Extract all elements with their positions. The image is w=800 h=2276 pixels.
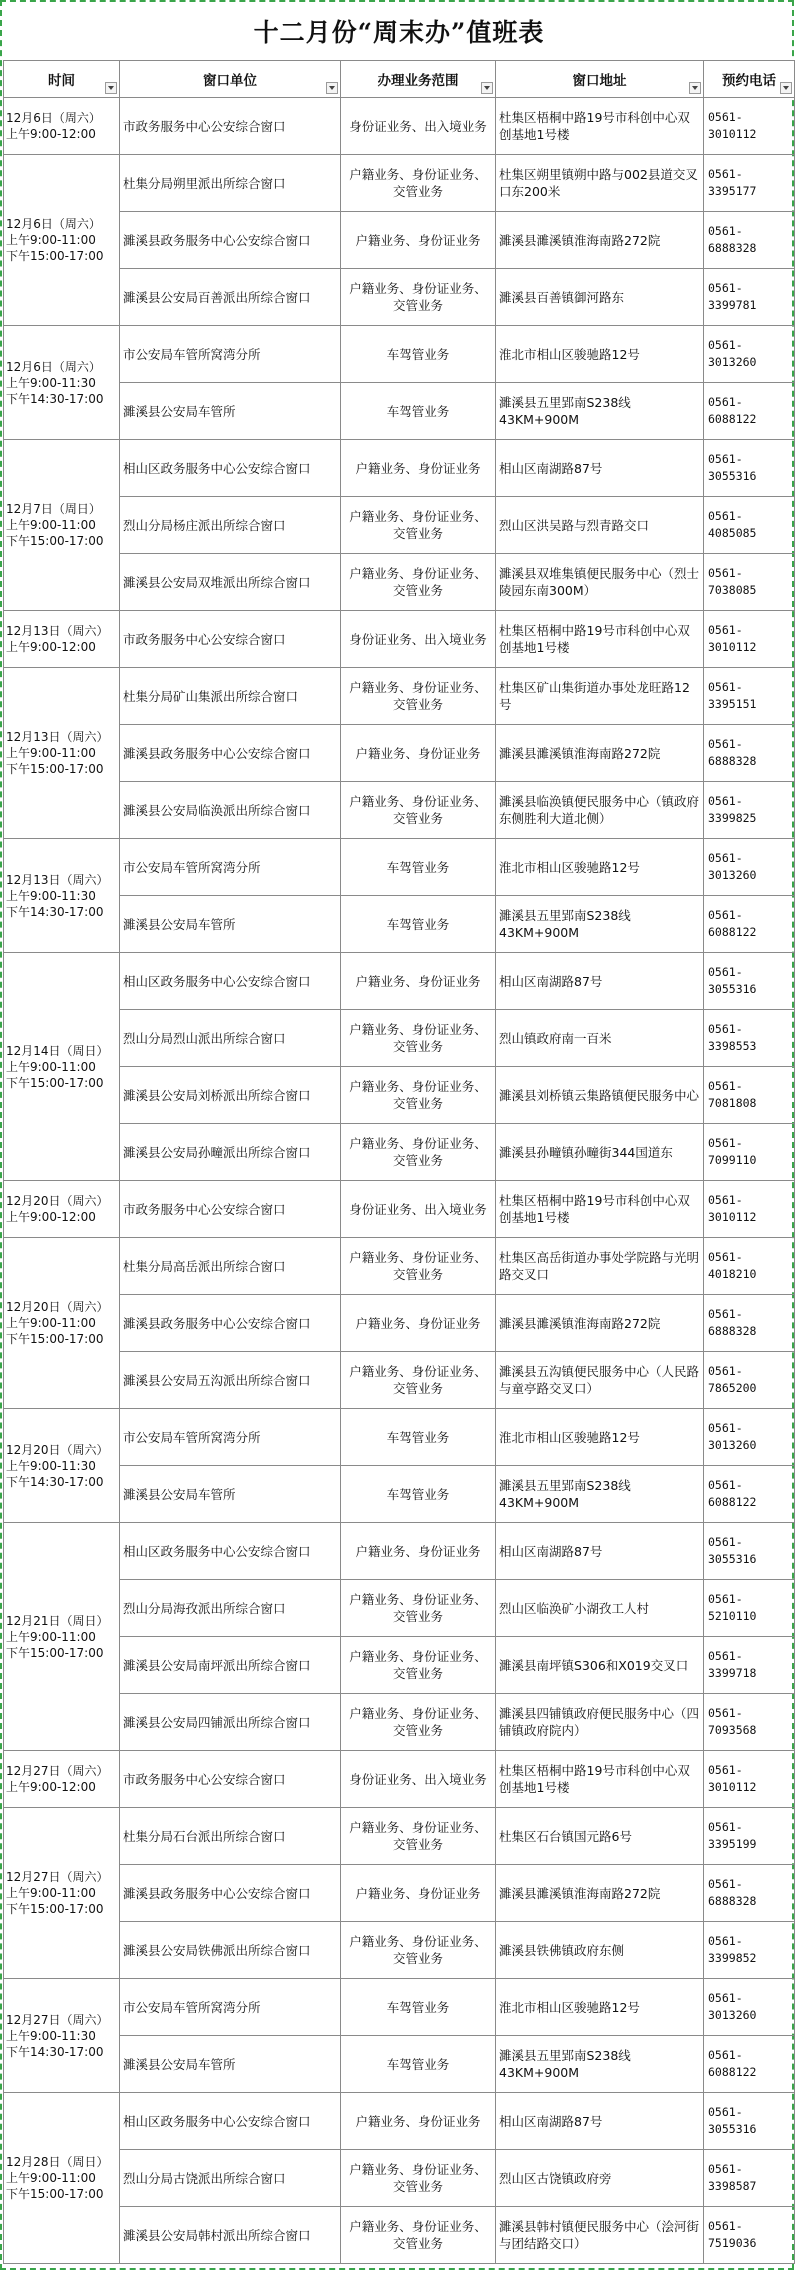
address-cell: 濉溪县五里郢南S238线43KM+900M bbox=[496, 383, 704, 440]
window-cell: 市政务服务中心公安综合窗口 bbox=[120, 1751, 341, 1808]
window-cell: 市政务服务中心公安综合窗口 bbox=[120, 1181, 341, 1238]
window-cell: 市公安局车管所窝湾分所 bbox=[120, 326, 341, 383]
table-row bbox=[4, 1580, 795, 1637]
window-cell: 市政务服务中心公安综合窗口 bbox=[120, 98, 341, 155]
table-row bbox=[4, 1295, 795, 1352]
phone-cell: 0561-3398587 bbox=[704, 2150, 795, 2207]
scope-cell: 户籍业务、身份证业务、交管业务 bbox=[341, 1922, 496, 1979]
window-cell: 相山区政务服务中心公安综合窗口 bbox=[120, 2093, 341, 2150]
window-cell: 市政务服务中心公安综合窗口 bbox=[120, 611, 341, 668]
address-cell: 杜集区梧桐中路19号市科创中心双创基地1号楼 bbox=[496, 611, 704, 668]
address-cell: 杜集区梧桐中路19号市科创中心双创基地1号楼 bbox=[496, 1751, 704, 1808]
address-cell: 濉溪县韩村镇便民服务中心（浍河街与团结路交口） bbox=[496, 2207, 704, 2264]
phone-cell: 0561-3395151 bbox=[704, 668, 795, 725]
scope-cell: 户籍业务、身份证业务 bbox=[341, 953, 496, 1010]
time-cell: 12月21日（周日） 上午9:00-11:00 下午15:00-17:00 bbox=[4, 1523, 120, 1751]
phone-cell: 0561-6088122 bbox=[704, 2036, 795, 2093]
address-cell: 濉溪县五沟镇便民服务中心（人民路与童亭路交叉口） bbox=[496, 1352, 704, 1409]
schedule-body bbox=[4, 98, 795, 2264]
table-row bbox=[4, 1409, 795, 1466]
scope-cell: 身份证业务、出入境业务 bbox=[341, 611, 496, 668]
table-row bbox=[4, 2150, 795, 2207]
window-cell: 濉溪县公安局临涣派出所综合窗口 bbox=[120, 782, 341, 839]
address-cell: 濉溪县五里郢南S238线43KM+900M bbox=[496, 896, 704, 953]
scope-cell: 户籍业务、身份证业务、交管业务 bbox=[341, 155, 496, 212]
table-row bbox=[4, 1238, 795, 1295]
time-cell: 12月28日（周日） 上午9:00-11:00 下午15:00-17:00 bbox=[4, 2093, 120, 2264]
phone-cell: 0561-7865200 bbox=[704, 1352, 795, 1409]
phone-cell: 0561-3399781 bbox=[704, 269, 795, 326]
table-row bbox=[4, 1466, 795, 1523]
window-cell: 濉溪县公安局双堆派出所综合窗口 bbox=[120, 554, 341, 611]
header-window-label: 窗口单位 bbox=[203, 73, 257, 89]
window-cell: 濉溪县公安局孙疃派出所综合窗口 bbox=[120, 1124, 341, 1181]
phone-cell: 0561-7099110 bbox=[704, 1124, 795, 1181]
header-address bbox=[496, 61, 704, 98]
scope-cell: 户籍业务、身份证业务 bbox=[341, 440, 496, 497]
window-cell: 市公安局车管所窝湾分所 bbox=[120, 839, 341, 896]
window-cell: 濉溪县政务服务中心公安综合窗口 bbox=[120, 725, 341, 782]
table-row bbox=[4, 383, 795, 440]
phone-cell: 0561-3013260 bbox=[704, 1979, 795, 2036]
header-window bbox=[120, 61, 341, 98]
phone-cell: 0561-3399718 bbox=[704, 1637, 795, 1694]
address-cell: 杜集区梧桐中路19号市科创中心双创基地1号楼 bbox=[496, 1181, 704, 1238]
window-cell: 市公安局车管所窝湾分所 bbox=[120, 1409, 341, 1466]
window-cell: 濉溪县公安局刘桥派出所综合窗口 bbox=[120, 1067, 341, 1124]
scope-cell: 户籍业务、身份证业务、交管业务 bbox=[341, 1067, 496, 1124]
header-phone-label: 预约电话 bbox=[722, 73, 776, 89]
scope-cell: 车驾管业务 bbox=[341, 326, 496, 383]
window-cell: 烈山分局海孜派出所综合窗口 bbox=[120, 1580, 341, 1637]
time-cell: 12月14日（周日） 上午9:00-11:00 下午15:00-17:00 bbox=[4, 953, 120, 1181]
scope-cell: 车驾管业务 bbox=[341, 2036, 496, 2093]
address-cell: 相山区南湖路87号 bbox=[496, 440, 704, 497]
scope-cell: 户籍业务、身份证业务、交管业务 bbox=[341, 1637, 496, 1694]
table-row bbox=[4, 269, 795, 326]
header-scope-label: 办理业务范围 bbox=[377, 73, 459, 89]
table-row bbox=[4, 1922, 795, 1979]
address-cell: 烈山区洪吴路与烈青路交口 bbox=[496, 497, 704, 554]
scope-cell: 户籍业务、身份证业务、交管业务 bbox=[341, 1808, 496, 1865]
address-cell: 濉溪县百善镇御河路东 bbox=[496, 269, 704, 326]
table-row bbox=[4, 554, 795, 611]
phone-cell: 0561-3399852 bbox=[704, 1922, 795, 1979]
scope-cell: 车驾管业务 bbox=[341, 839, 496, 896]
scope-cell: 户籍业务、身份证业务、交管业务 bbox=[341, 1124, 496, 1181]
phone-cell: 0561-3055316 bbox=[704, 2093, 795, 2150]
scope-cell: 户籍业务、身份证业务、交管业务 bbox=[341, 1238, 496, 1295]
table-row bbox=[4, 1637, 795, 1694]
schedule-table bbox=[3, 60, 795, 2264]
window-cell: 濉溪县政务服务中心公安综合窗口 bbox=[120, 1295, 341, 1352]
window-cell: 濉溪县公安局车管所 bbox=[120, 2036, 341, 2093]
address-cell: 濉溪县五里郢南S238线43KM+900M bbox=[496, 2036, 704, 2093]
phone-cell: 0561-6888328 bbox=[704, 1295, 795, 1352]
scope-cell: 户籍业务、身份证业务、交管业务 bbox=[341, 269, 496, 326]
window-cell: 濉溪县公安局铁佛派出所综合窗口 bbox=[120, 1922, 341, 1979]
phone-cell: 0561-3013260 bbox=[704, 1409, 795, 1466]
scope-cell: 户籍业务、身份证业务 bbox=[341, 1295, 496, 1352]
table-row bbox=[4, 668, 795, 725]
window-cell: 杜集分局朔里派出所综合窗口 bbox=[120, 155, 341, 212]
address-cell: 濉溪县临涣镇便民服务中心（镇政府东侧胜利大道北侧） bbox=[496, 782, 704, 839]
window-cell: 杜集分局高岳派出所综合窗口 bbox=[120, 1238, 341, 1295]
phone-cell: 0561-3055316 bbox=[704, 440, 795, 497]
table-row bbox=[4, 497, 795, 554]
window-cell: 烈山分局烈山派出所综合窗口 bbox=[120, 1010, 341, 1067]
address-cell: 烈山区古饶镇政府旁 bbox=[496, 2150, 704, 2207]
window-cell: 相山区政务服务中心公安综合窗口 bbox=[120, 953, 341, 1010]
address-cell: 濉溪县南坪镇S306和X019交叉口 bbox=[496, 1637, 704, 1694]
time-cell: 12月27日（周六） 上午9:00-12:00 bbox=[4, 1751, 120, 1808]
scope-cell: 身份证业务、出入境业务 bbox=[341, 98, 496, 155]
scope-cell: 身份证业务、出入境业务 bbox=[341, 1181, 496, 1238]
table-row bbox=[4, 440, 795, 497]
window-cell: 濉溪县公安局车管所 bbox=[120, 896, 341, 953]
scope-cell: 户籍业务、身份证业务、交管业务 bbox=[341, 1010, 496, 1067]
scope-cell: 户籍业务、身份证业务、交管业务 bbox=[341, 497, 496, 554]
scope-cell: 身份证业务、出入境业务 bbox=[341, 1751, 496, 1808]
address-cell: 淮北市相山区骏驰路12号 bbox=[496, 1979, 704, 2036]
phone-cell: 0561-3395199 bbox=[704, 1808, 795, 1865]
address-cell: 杜集区朔里镇朔中路与002县道交叉口东200米 bbox=[496, 155, 704, 212]
phone-cell: 0561-7038085 bbox=[704, 554, 795, 611]
scope-cell: 户籍业务、身份证业务、交管业务 bbox=[341, 1352, 496, 1409]
header-row bbox=[4, 61, 795, 98]
time-cell: 12月20日（周六） 上午9:00-11:00 下午15:00-17:00 bbox=[4, 1238, 120, 1409]
phone-cell: 0561-6888328 bbox=[704, 212, 795, 269]
scope-cell: 户籍业务、身份证业务 bbox=[341, 1523, 496, 1580]
phone-cell: 0561-3395177 bbox=[704, 155, 795, 212]
phone-cell: 0561-3010112 bbox=[704, 1181, 795, 1238]
filter-dropdown-icon[interactable] bbox=[689, 82, 701, 94]
table-row bbox=[4, 2036, 795, 2093]
address-cell: 杜集区石台镇国元路6号 bbox=[496, 1808, 704, 1865]
window-cell: 濉溪县公安局百善派出所综合窗口 bbox=[120, 269, 341, 326]
time-cell: 12月7日（周日） 上午9:00-11:00 下午15:00-17:00 bbox=[4, 440, 120, 611]
phone-cell: 0561-6088122 bbox=[704, 383, 795, 440]
window-cell: 濉溪县公安局车管所 bbox=[120, 1466, 341, 1523]
address-cell: 濉溪县濉溪镇淮海南路272院 bbox=[496, 212, 704, 269]
address-cell: 淮北市相山区骏驰路12号 bbox=[496, 326, 704, 383]
header-time-label: 时间 bbox=[48, 73, 75, 89]
phone-cell: 0561-3010112 bbox=[704, 611, 795, 668]
table-row bbox=[4, 1010, 795, 1067]
table-row bbox=[4, 839, 795, 896]
table-row bbox=[4, 1694, 795, 1751]
window-cell: 濉溪县公安局南坪派出所综合窗口 bbox=[120, 1637, 341, 1694]
scope-cell: 户籍业务、身份证业务、交管业务 bbox=[341, 554, 496, 611]
table-row bbox=[4, 725, 795, 782]
window-cell: 濉溪县政务服务中心公安综合窗口 bbox=[120, 1865, 341, 1922]
time-cell: 12月20日（周六） 上午9:00-12:00 bbox=[4, 1181, 120, 1238]
address-cell: 濉溪县濉溪镇淮海南路272院 bbox=[496, 1865, 704, 1922]
address-cell: 濉溪县濉溪镇淮海南路272院 bbox=[496, 725, 704, 782]
phone-cell: 0561-3055316 bbox=[704, 1523, 795, 1580]
time-cell: 12月13日（周六） 上午9:00-11:00 下午15:00-17:00 bbox=[4, 668, 120, 839]
address-cell: 相山区南湖路87号 bbox=[496, 1523, 704, 1580]
phone-cell: 0561-7519036 bbox=[704, 2207, 795, 2264]
phone-cell: 0561-6888328 bbox=[704, 725, 795, 782]
address-cell: 烈山镇政府南一百米 bbox=[496, 1010, 704, 1067]
window-cell: 烈山分局古饶派出所综合窗口 bbox=[120, 2150, 341, 2207]
table-row bbox=[4, 212, 795, 269]
phone-cell: 0561-6088122 bbox=[704, 896, 795, 953]
scope-cell: 户籍业务、身份证业务、交管业务 bbox=[341, 2150, 496, 2207]
phone-cell: 0561-5210110 bbox=[704, 1580, 795, 1637]
phone-cell: 0561-7081808 bbox=[704, 1067, 795, 1124]
address-cell: 濉溪县孙疃镇孙疃街344国道东 bbox=[496, 1124, 704, 1181]
header-time bbox=[4, 61, 120, 98]
address-cell: 相山区南湖路87号 bbox=[496, 953, 704, 1010]
table-row bbox=[4, 2207, 795, 2264]
time-cell: 12月6日（周六） 上午9:00-11:00 下午15:00-17:00 bbox=[4, 155, 120, 326]
table-row bbox=[4, 611, 795, 668]
phone-cell: 0561-6088122 bbox=[704, 1466, 795, 1523]
address-cell: 淮北市相山区骏驰路12号 bbox=[496, 839, 704, 896]
filter-dropdown-icon[interactable] bbox=[105, 82, 117, 94]
phone-cell: 0561-3399825 bbox=[704, 782, 795, 839]
scope-cell: 户籍业务、身份证业务、交管业务 bbox=[341, 1694, 496, 1751]
phone-cell: 0561-3013260 bbox=[704, 326, 795, 383]
scope-cell: 户籍业务、身份证业务 bbox=[341, 725, 496, 782]
filter-dropdown-icon[interactable] bbox=[481, 82, 493, 94]
phone-cell: 0561-3055316 bbox=[704, 953, 795, 1010]
address-cell: 杜集区梧桐中路19号市科创中心双创基地1号楼 bbox=[496, 98, 704, 155]
phone-cell: 0561-3398553 bbox=[704, 1010, 795, 1067]
table-row bbox=[4, 1124, 795, 1181]
window-cell: 杜集分局矿山集派出所综合窗口 bbox=[120, 668, 341, 725]
scope-cell: 车驾管业务 bbox=[341, 383, 496, 440]
scope-cell: 车驾管业务 bbox=[341, 1466, 496, 1523]
header-address-label: 窗口地址 bbox=[572, 73, 627, 89]
scope-cell: 户籍业务、身份证业务 bbox=[341, 1865, 496, 1922]
scope-cell: 车驾管业务 bbox=[341, 1409, 496, 1466]
phone-cell: 0561-3013260 bbox=[704, 839, 795, 896]
address-cell: 烈山区临涣矿小湖孜工人村 bbox=[496, 1580, 704, 1637]
scope-cell: 车驾管业务 bbox=[341, 896, 496, 953]
time-cell: 12月6日（周六） 上午9:00-11:30 下午14:30-17:00 bbox=[4, 326, 120, 440]
time-cell: 12月13日（周六） 上午9:00-11:30 下午14:30-17:00 bbox=[4, 839, 120, 953]
table-row bbox=[4, 1979, 795, 2036]
window-cell: 濉溪县公安局车管所 bbox=[120, 383, 341, 440]
table-row bbox=[4, 1352, 795, 1409]
table-row bbox=[4, 326, 795, 383]
table-row bbox=[4, 1751, 795, 1808]
window-cell: 杜集分局石台派出所综合窗口 bbox=[120, 1808, 341, 1865]
address-cell: 濉溪县濉溪镇淮海南路272院 bbox=[496, 1295, 704, 1352]
table-row bbox=[4, 2093, 795, 2150]
address-cell: 濉溪县双堆集镇便民服务中心（烈士陵园东南300M） bbox=[496, 554, 704, 611]
table-row bbox=[4, 782, 795, 839]
page-title: 十二月份“周末办”值班表 bbox=[253, 18, 545, 47]
address-cell: 濉溪县四铺镇政府便民服务中心（四铺镇政府院内） bbox=[496, 1694, 704, 1751]
table-row bbox=[4, 1067, 795, 1124]
scope-cell: 户籍业务、身份证业务、交管业务 bbox=[341, 782, 496, 839]
window-cell: 濉溪县公安局五沟派出所综合窗口 bbox=[120, 1352, 341, 1409]
table-row bbox=[4, 1808, 795, 1865]
scope-cell: 车驾管业务 bbox=[341, 1979, 496, 2036]
table-row bbox=[4, 98, 795, 155]
scope-cell: 户籍业务、身份证业务 bbox=[341, 212, 496, 269]
address-cell: 杜集区高岳街道办事处学院路与光明路交叉口 bbox=[496, 1238, 704, 1295]
phone-cell: 0561-3010112 bbox=[704, 98, 795, 155]
table-row bbox=[4, 896, 795, 953]
window-cell: 市公安局车管所窝湾分所 bbox=[120, 1979, 341, 2036]
address-cell: 杜集区矿山集街道办事处龙旺路12号 bbox=[496, 668, 704, 725]
phone-cell: 0561-4085085 bbox=[704, 497, 795, 554]
time-cell: 12月6日（周六） 上午9:00-12:00 bbox=[4, 98, 120, 155]
table-row bbox=[4, 155, 795, 212]
header-scope bbox=[341, 61, 496, 98]
scope-cell: 户籍业务、身份证业务 bbox=[341, 2093, 496, 2150]
address-cell: 淮北市相山区骏驰路12号 bbox=[496, 1409, 704, 1466]
table-row bbox=[4, 953, 795, 1010]
scope-cell: 户籍业务、身份证业务、交管业务 bbox=[341, 1580, 496, 1637]
address-cell: 濉溪县刘桥镇云集路镇便民服务中心 bbox=[496, 1067, 704, 1124]
table-row bbox=[4, 1523, 795, 1580]
phone-cell: 0561-7093568 bbox=[704, 1694, 795, 1751]
scope-cell: 户籍业务、身份证业务、交管业务 bbox=[341, 2207, 496, 2264]
time-cell: 12月20日（周六） 上午9:00-11:30 下午14:30-17:00 bbox=[4, 1409, 120, 1523]
time-cell: 12月13日（周六） 上午9:00-12:00 bbox=[4, 611, 120, 668]
address-cell: 濉溪县铁佛镇政府东侧 bbox=[496, 1922, 704, 1979]
scope-cell: 户籍业务、身份证业务、交管业务 bbox=[341, 668, 496, 725]
filter-dropdown-icon[interactable] bbox=[326, 82, 338, 94]
time-cell: 12月27日（周六） 上午9:00-11:30 下午14:30-17:00 bbox=[4, 1979, 120, 2093]
window-cell: 烈山分局杨庄派出所综合窗口 bbox=[120, 497, 341, 554]
time-cell: 12月27日（周六） 上午9:00-11:00 下午15:00-17:00 bbox=[4, 1808, 120, 1979]
window-cell: 濉溪县政务服务中心公安综合窗口 bbox=[120, 212, 341, 269]
address-cell: 相山区南湖路87号 bbox=[496, 2093, 704, 2150]
window-cell: 相山区政务服务中心公安综合窗口 bbox=[120, 1523, 341, 1580]
address-cell: 濉溪县五里郢南S238线43KM+900M bbox=[496, 1466, 704, 1523]
window-cell: 相山区政务服务中心公安综合窗口 bbox=[120, 440, 341, 497]
table-row bbox=[4, 1181, 795, 1238]
phone-cell: 0561-6888328 bbox=[704, 1865, 795, 1922]
phone-cell: 0561-3010112 bbox=[704, 1751, 795, 1808]
window-cell: 濉溪县公安局四铺派出所综合窗口 bbox=[120, 1694, 341, 1751]
header-phone bbox=[704, 61, 795, 98]
filter-dropdown-icon[interactable] bbox=[780, 82, 792, 94]
window-cell: 濉溪县公安局韩村派出所综合窗口 bbox=[120, 2207, 341, 2264]
table-row bbox=[4, 1865, 795, 1922]
phone-cell: 0561-4018210 bbox=[704, 1238, 795, 1295]
